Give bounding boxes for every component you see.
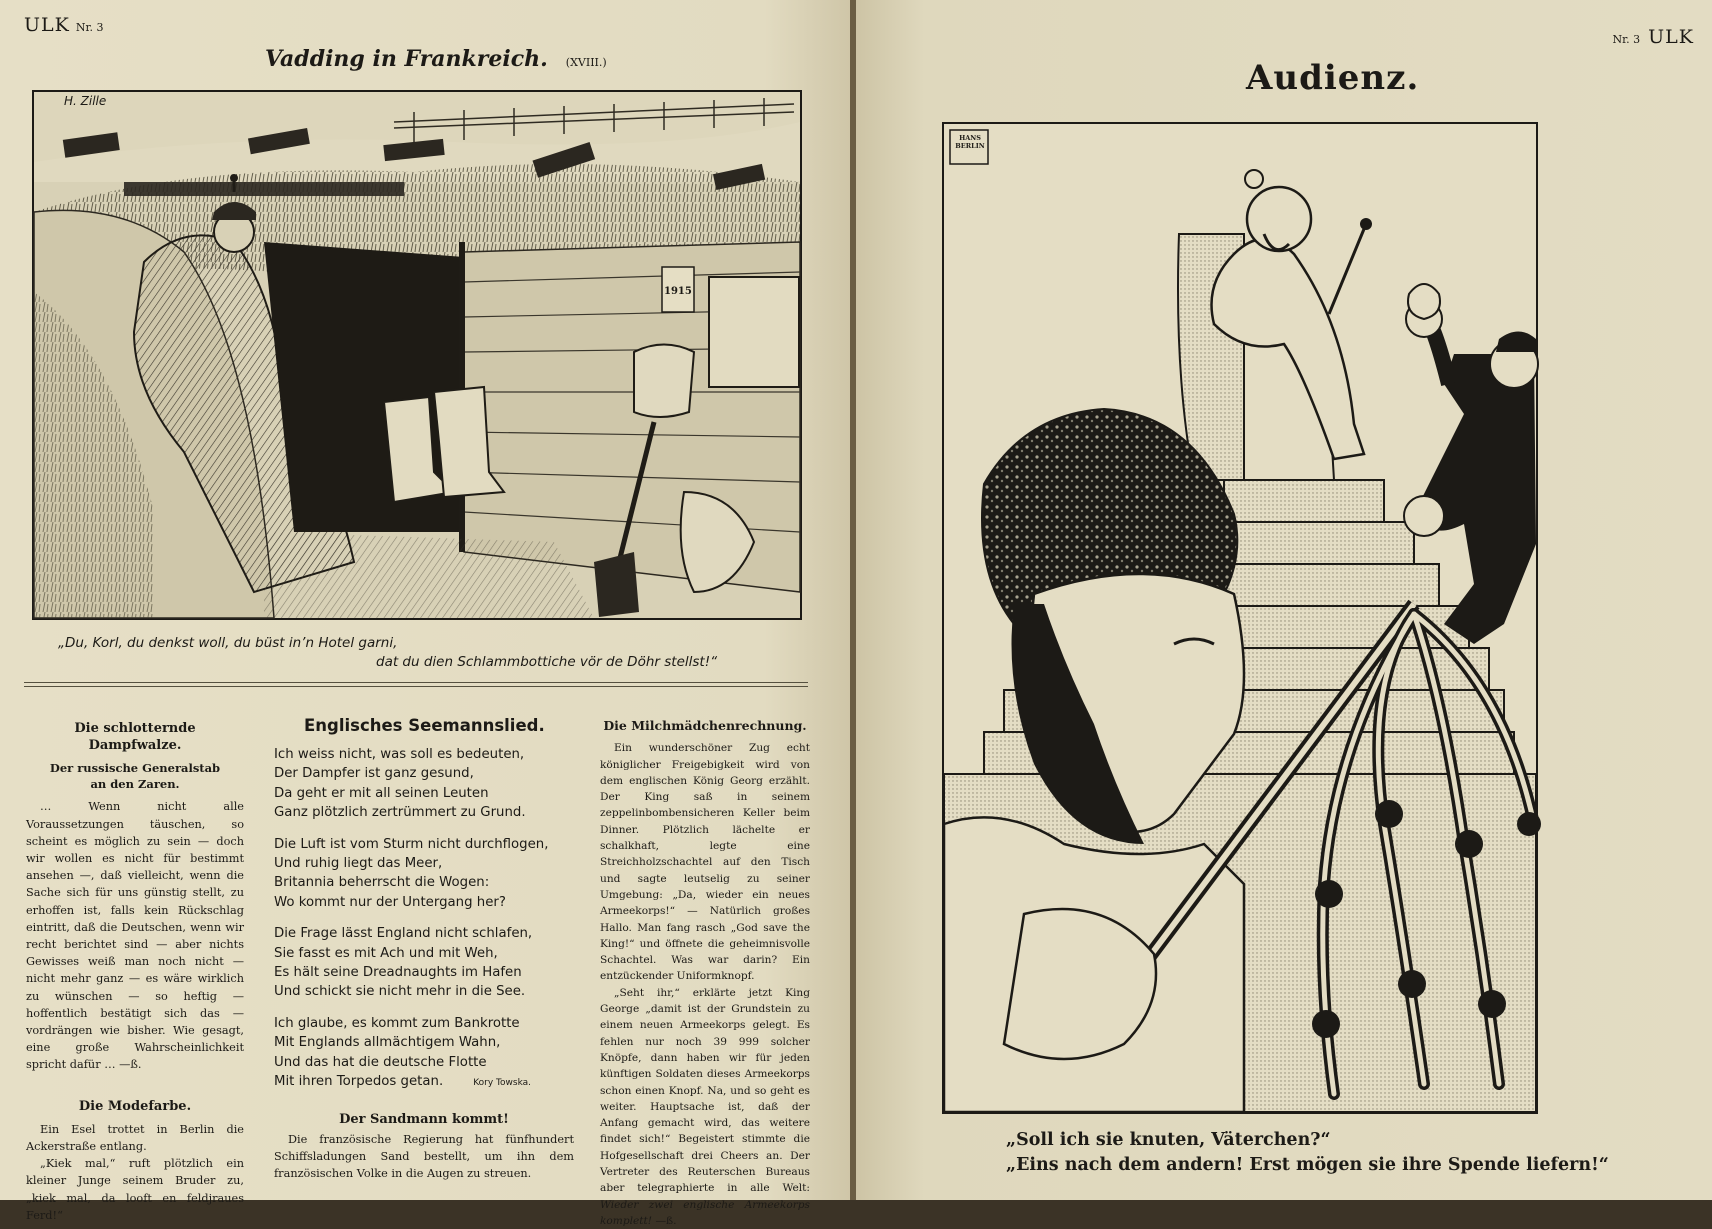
article-body-sandmann: Die französische Regierung hat fünfhundert Schiffsladungen Sand bestellt, um ihn dem französischen Volke in die Augen zu streuen.	[274, 1132, 574, 1180]
article-heading-modefarbe: Die Modefarbe.	[78, 1098, 192, 1114]
artist-stamp: HANS BERLIN	[955, 134, 985, 150]
poem	[274, 745, 574, 1094]
trench-illustration	[32, 90, 802, 620]
right-page	[856, 0, 1712, 1200]
poem-line: Ich weiss nicht, was soll es bedeuten,	[274, 747, 525, 762]
poem-signature: Kory Towska.	[473, 1078, 532, 1089]
audienz-cartoon	[942, 122, 1538, 1114]
illustration-caption	[58, 634, 818, 672]
date-plaque: 1915	[664, 286, 692, 297]
article-sandmann	[274, 1131, 574, 1183]
column-2	[274, 716, 574, 1182]
subheading-line-1: Der russische Generalstab	[49, 761, 221, 776]
article-heading-sandmann: Der Sandmann kommt!	[339, 1111, 509, 1127]
caption-line-1: „Soll ich sie knuten, Väterchen?“	[1006, 1130, 1331, 1150]
poem-line	[274, 1072, 574, 1093]
poem-stanza-1	[274, 745, 574, 823]
column-1	[26, 720, 244, 1224]
poem-title: Englisches Seemannslied.	[304, 716, 545, 735]
article-body-text: … Wenn nicht alle Voraussetzungen täuschen, so scheint es möglich zu sein — doch wir wollen es nicht für bestimmt ansehen —, daß vielleicht, wenn die Sache sich für uns günstig stellt, zu erhoffen ist, falls kein Rückschlag eintritt, daß die Deutschen, wenn wir recht berichtet sind — aber nichts Gewisses weiß man noch nicht — nicht mehr ganz — es wäre wirklich zu wünschen — so heftig — hoffentlich bestätigt sich das — vordrängen wie bisher. Wie gesagt, eine große Wahrscheinlichkeit spricht dafür …	[26, 800, 244, 1072]
audienz-drawing	[944, 124, 1536, 1112]
left-page	[0, 0, 850, 1227]
poem-stanza-2	[274, 835, 574, 913]
article-body-milchmaedchen-2	[600, 985, 810, 1229]
poem-line: Sie fasst es mit Ach und mit Weh,	[274, 945, 498, 961]
caption-line-2: „Eins nach dem andern! Erst mögen sie ihre Spende liefern!“	[1006, 1155, 1609, 1175]
poem-stanza-4	[274, 1014, 574, 1094]
issue-number: Nr. 3	[1612, 33, 1641, 46]
article-body-dampfwalze	[26, 798, 244, 1073]
article-body-text: „Seht ihr,“ erklärte jetzt King George „damit ist der Grundstein zu einem neuen Armeekorps gelegt. Es fehlen nur noch 39 999 solcher Knöpfe, dann haben wir für jeden künftigen Soldaten dieses Armeekorps schon einen Knopf. Na, und so geht es weiter. Hauptsache ist, daß der Anfang gemacht wird, das weitere findet sich!“ Begeistert stimmte die Hofgesellschaft drei Cheers an. Der Vertreter des Reuterschen Bureaus aber telegraphierte in alle Welt:	[600, 986, 810, 1195]
poem-line: Und ruhig liegt das Meer,	[274, 856, 443, 872]
poem-line: Und das hat die deutsche Flotte	[274, 1054, 487, 1070]
right-page-header	[1613, 26, 1695, 48]
caption-line-2: dat du dien Schlammbottiche vör de Döhr stellst!“	[376, 654, 718, 670]
article-body-milchmaedchen-1: Ein wunderschöner Zug echt königlicher Freigebigkeit wird von dem englischen König Georg erzählt. Der King saß in seinem zeppelinbombensicheren Keller beim Dinner. Plötzlich lächelte er schalkhaft, legte eine Streichholzschachtel auf den Tisch und sagte leutselig zu seiner Umgebung: „Da, wieder ein neues Armeekorps!“ — Natürlich großes Hallo. Man fang rasch „God save the King!“ und öffnete die geheimnisvolle Schachtel. Was war darin? Ein entzückender Uniformknopf.	[600, 742, 810, 983]
poem-line: Die Luft ist vom Sturm nicht durchflogen,	[274, 836, 549, 852]
left-page-header	[24, 14, 104, 36]
page-title-text: Vadding in Frankreich.	[265, 46, 548, 72]
journal-name: ULK	[1648, 26, 1694, 48]
cartoon-title: Audienz.	[1246, 58, 1420, 98]
article-body-modefarbe-1: Ein Esel trottet in Berlin die Ackerstraße entlang.	[26, 1122, 244, 1154]
poem-line: Der Dampfer ist ganz gesund,	[274, 766, 474, 782]
poem-line: Die Frage lässt England nicht schlafen,	[274, 926, 533, 942]
poem-line: Und schickt sie nicht mehr in die See.	[274, 984, 526, 1000]
trench-drawing	[34, 92, 800, 618]
caption-line-1: „Du, Korl, du denkst woll, du büst in’n Hotel garni,	[58, 635, 398, 651]
poem-line: Ich glaube, es kommt zum Bankrotte	[274, 1015, 520, 1031]
poem-last-line: Mit ihren Torpedos getan.	[274, 1074, 444, 1090]
poem-line: Britannia beherrscht die Wogen:	[274, 875, 490, 891]
poem-line: Ganz plötzlich zertrümmert zu Grund.	[274, 805, 526, 821]
artist-signature: H. Zille	[64, 94, 107, 108]
section-divider	[24, 682, 808, 687]
journal-name: ULK	[24, 14, 70, 36]
article-punchline: Wieder zwei englische Armeekorps komplett!	[600, 1198, 810, 1227]
article-subheading	[26, 760, 244, 792]
title-note: (XVIII.)	[565, 56, 607, 69]
subheading-line-2: an den Zaren.	[90, 777, 180, 792]
issue-number: Nr. 3	[75, 21, 104, 34]
poem-line: Da geht er mit all seinen Leuten	[274, 785, 489, 801]
article-signature: —ß.	[655, 1214, 677, 1227]
page-title	[265, 46, 607, 72]
article-signature: —ß.	[119, 1058, 142, 1072]
poem-stanza-3	[274, 924, 574, 1002]
poem-line: Wo kommt nur der Untergang her?	[274, 894, 506, 910]
article-body-modefarbe-2: „Kiek mal,“ ruft plötzlich ein kleiner Junge seinem Bruder zu, „kiek mal, da looft en feldjraues Ferd!“	[26, 1157, 244, 1222]
article-heading-milchmaedchen: Die Milchmädchenrechnung.	[603, 718, 807, 733]
column-3	[600, 718, 810, 1229]
cartoon-caption	[1006, 1128, 1696, 1178]
article-heading-dampfwalze: Die schlotternde Dampfwalze.	[74, 721, 196, 754]
poem-line: Es hält seine Dreadnaughts im Hafen	[274, 965, 522, 981]
poem-line: Mit Englands allmächtigem Wahn,	[274, 1035, 501, 1051]
